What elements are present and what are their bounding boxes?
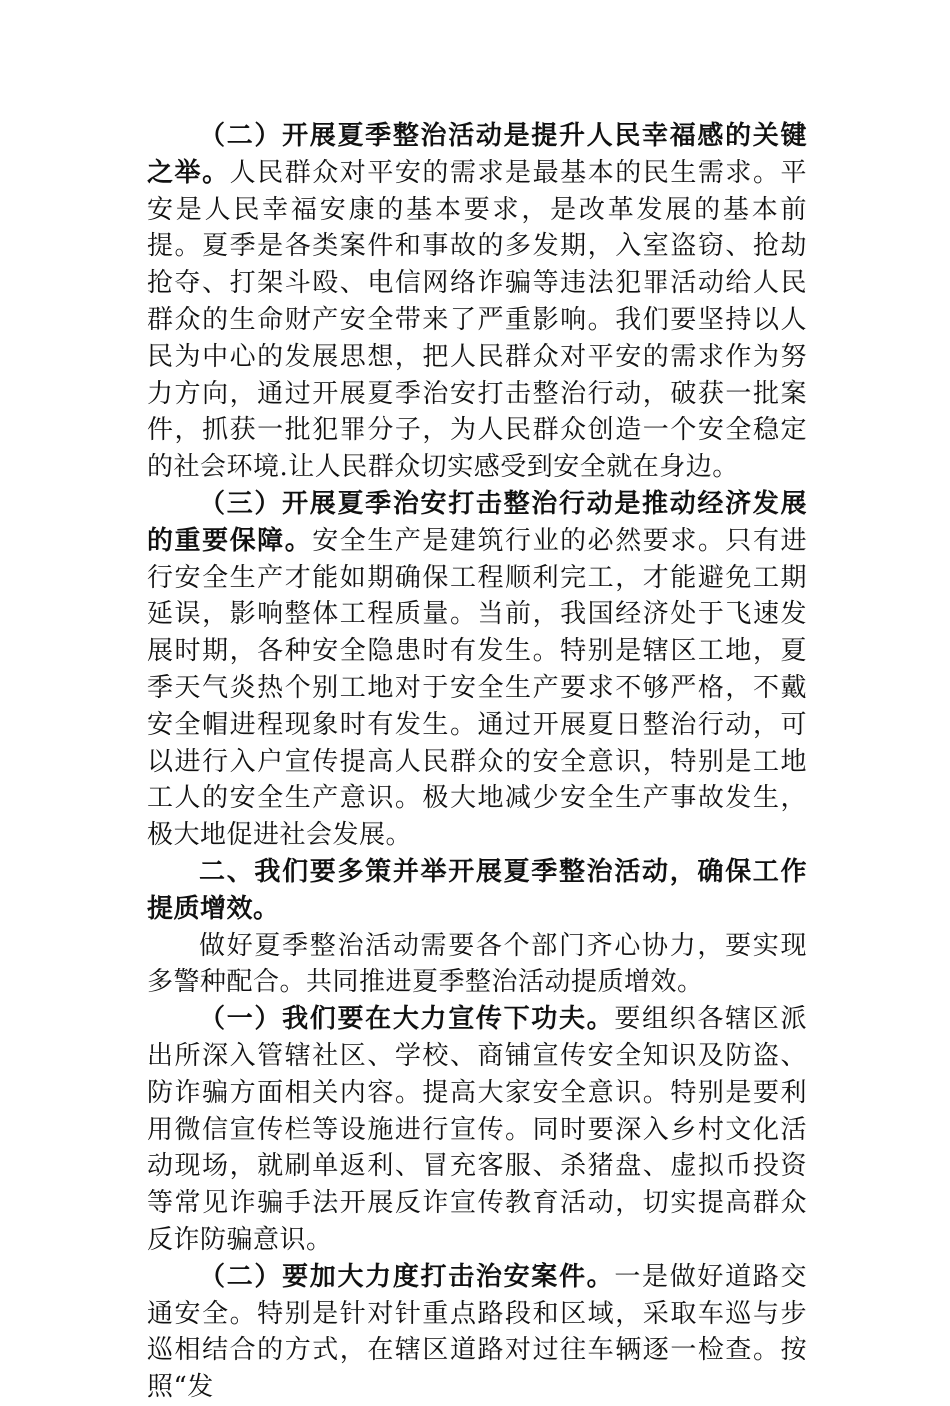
paragraph-body: 人民群众对平安的需求是最基本的民生需求。平安是人民幸福安康的基本要求，是改革发展的基本前提。夏季是各类案件和事故的多发期，入室盗窃、抢劫抢夺、打架斗殴、电信网络诈骗等违法犯罪活动给人民群众的生命财产安全带来了严重影响。我们要坚持以人民为中心的发展思想，把人民群众对平安的需求作为努力方向，通过开展夏季治安打击整治行动，破获一批案件，抓获一批犯罪分子，为人民群众创造一个安全稳定的社会环境.让人民群众切实感受到安全就在身边。: [147, 157, 807, 483]
section-heading: 二、我们要多策并举开展夏季整治活动，确保工作提质增效。: [147, 856, 807, 924]
paragraph-lead: （三）开展夏季治安打击整治行动是推动经济发展的重要保障。: [147, 488, 807, 556]
paragraph-body: 安全生产是建筑行业的必然要求。只有进行安全生产才能如期确保工程顺利完工，才能避免工期延误，影响整体工程质量。当前，我国经济处于飞速发展时期，各种安全隐患时有发生。特别是辖区工地，夏季天气炎热个别工地对于安全生产要求不够严格，不戴安全帽进程现象时有发生。通过开展夏日整治行动，可以进行入户宣传提高人民群众的安全意识，特别是工地工人的安全生产意识。极大地减少安全生产事故发生，极大地促进社会发展。: [147, 525, 807, 851]
paragraph-lead: （二）开展夏季整治活动是提升人民幸福感的关键之举。: [147, 121, 807, 188]
paragraph-body: 要组织各辖区派出所深入管辖社区、学校、商铺宣传安全知识及防盗、防诈骗方面相关内容。提高大家安全意识。特别是要利用微信宣传栏等设施进行宣传。同时要深入乡村文化活动现场，就刷单返利、冒充客服、杀猪盘、虚拟币投资等常见诈骗手法开展反诈宣传教育活动，切实提高群众反诈防骗意识。: [147, 1004, 807, 1255]
paragraph-lead: （一）我们要在大力宣传下功夫。: [199, 1004, 615, 1035]
paragraph-lead: （二）要加大力度打击治安案件。: [199, 1261, 615, 1292]
paragraph-3-1: [147, 1001, 807, 1259]
paragraph-2-3: [147, 486, 807, 854]
section-intro: 做好夏季整治活动需要各个部门齐心协力，要实现多警种配合。共同推进夏季整治活动提质增效。: [147, 930, 807, 998]
document-page: [147, 118, 807, 1406]
paragraph-3-2: [147, 1259, 807, 1406]
paragraph-2-2: [147, 118, 807, 486]
paragraph-body: 一是做好道路交通安全。特别是针对针重点路段和区域，采取车巡与步巡相结合的方式，在辖区道路对过往车辆逐一检查。按照“发: [147, 1261, 807, 1403]
